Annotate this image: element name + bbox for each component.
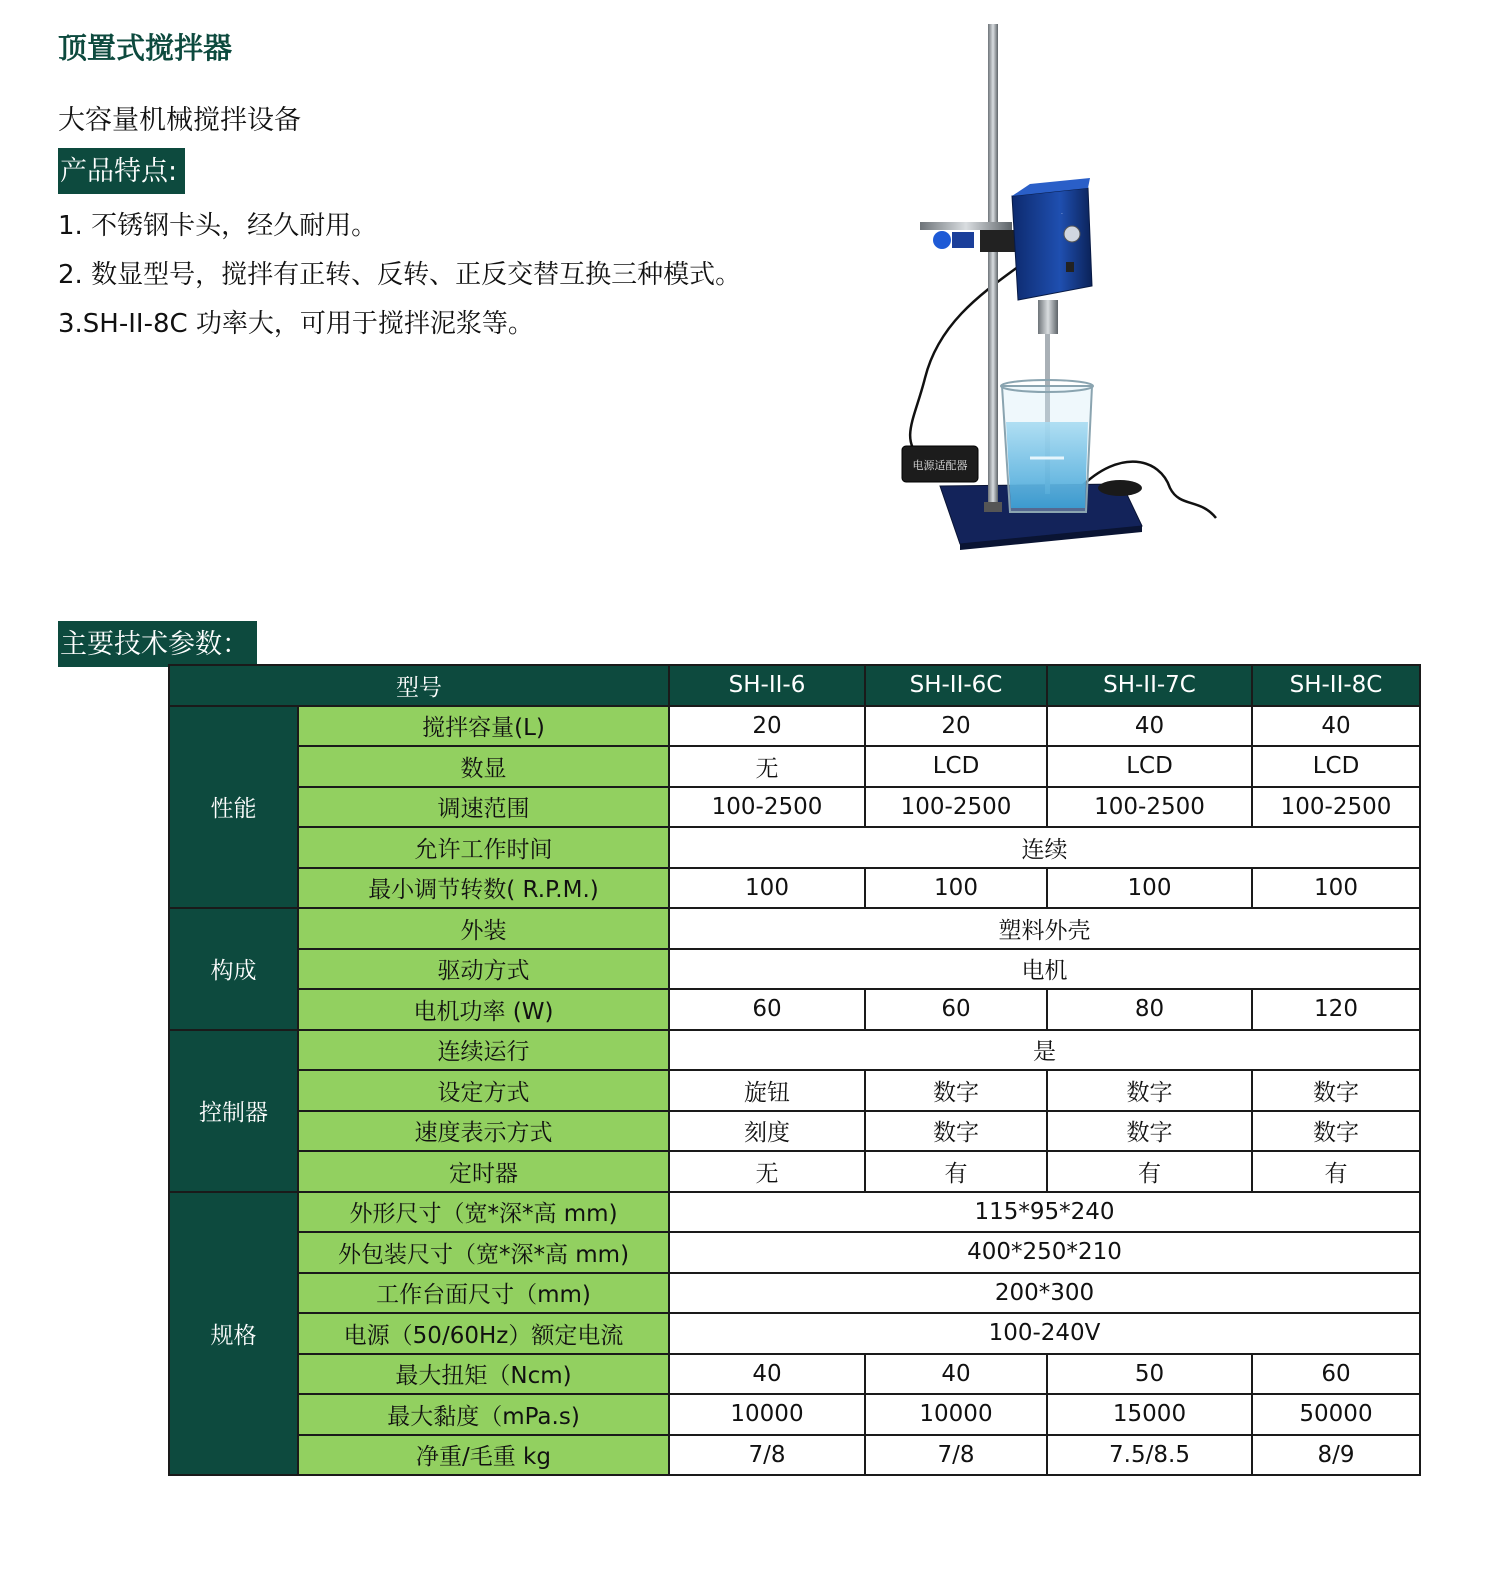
value-cell: 20 (865, 706, 1047, 747)
table-row (169, 746, 1420, 787)
table-row (169, 1192, 1420, 1233)
svg-text:.: . (1061, 209, 1063, 216)
table-header-row (169, 665, 1420, 706)
table-row (169, 868, 1420, 909)
table-row (169, 1313, 1420, 1354)
table-row (169, 908, 1420, 949)
value-cell: 60 (1252, 1354, 1420, 1395)
value-cell: 10000 (865, 1394, 1047, 1435)
param-cell: 定时器 (298, 1151, 669, 1192)
value-cell: 100-2500 (669, 787, 865, 828)
value-cell: 无 (669, 1151, 865, 1192)
model-label-cell: 型号 (169, 665, 669, 706)
value-cell: 数字 (1252, 1111, 1420, 1152)
value-cell: 数字 (1047, 1070, 1252, 1111)
value-cell: 旋钮 (669, 1070, 865, 1111)
param-cell: 电机功率 (W) (298, 989, 669, 1030)
page-subtitle: 大容量机械搅拌设备 (58, 105, 301, 136)
value-cell: 50000 (1252, 1394, 1420, 1435)
group-cell: 控制器 (169, 1030, 298, 1192)
value-cell: LCD (865, 746, 1047, 787)
page-title: 顶置式搅拌器 (58, 31, 233, 65)
feature-list (58, 202, 741, 349)
merged-value-cell: 200*300 (669, 1273, 1420, 1314)
value-cell: 80 (1047, 989, 1252, 1030)
group-cell: 规格 (169, 1192, 298, 1476)
table-row (169, 1151, 1420, 1192)
param-cell: 速度表示方式 (298, 1111, 669, 1152)
param-cell: 电源（50/60Hz）额定电流 (298, 1313, 669, 1354)
value-cell: 20 (669, 706, 865, 747)
value-cell: 40 (865, 1354, 1047, 1395)
value-cell: 有 (1047, 1151, 1252, 1192)
param-cell: 调速范围 (298, 787, 669, 828)
specs-heading: 主要技术参数： (58, 621, 257, 667)
model-header-cell: SH-II-6C (865, 665, 1047, 706)
model-header-cell: SH-II-6 (669, 665, 865, 706)
value-cell: 120 (1252, 989, 1420, 1030)
table-row (169, 949, 1420, 990)
param-cell: 最大黏度（mPa.s) (298, 1394, 669, 1435)
param-cell: 最小调节转数( R.P.M.) (298, 868, 669, 909)
param-cell: 数显 (298, 746, 669, 787)
group-cell: 性能 (169, 706, 298, 909)
value-cell: 7/8 (865, 1435, 1047, 1476)
value-cell: 数字 (1252, 1070, 1420, 1111)
param-cell: 设定方式 (298, 1070, 669, 1111)
value-cell: 100 (669, 868, 865, 909)
value-cell: LCD (1047, 746, 1252, 787)
value-cell: 数字 (865, 1070, 1047, 1111)
value-cell: 7/8 (669, 1435, 865, 1476)
param-cell: 外装 (298, 908, 669, 949)
value-cell: 100 (865, 868, 1047, 909)
param-cell: 净重/毛重 kg (298, 1435, 669, 1476)
value-cell: 40 (669, 1354, 865, 1395)
feature-item-2: 2. 数显型号，搅拌有正转、反转、正反交替互换三种模式。 (58, 260, 742, 290)
table-row (169, 1070, 1420, 1111)
value-cell: 60 (669, 989, 865, 1030)
value-cell: 8/9 (1252, 1435, 1420, 1476)
feature-item-1: 1. 不锈钢卡头，经久耐用。 (58, 211, 378, 241)
value-cell: 100-2500 (865, 787, 1047, 828)
merged-value-cell: 115*95*240 (669, 1192, 1420, 1233)
group-cell: 构成 (169, 908, 298, 1030)
value-cell: 50 (1047, 1354, 1252, 1395)
spec-table (168, 664, 1421, 1476)
param-cell: 外包装尺寸（宽*深*高 mm) (298, 1232, 669, 1273)
value-cell: 有 (865, 1151, 1047, 1192)
table-row (169, 989, 1420, 1030)
value-cell: 15000 (1047, 1394, 1252, 1435)
value-cell: 数字 (865, 1111, 1047, 1152)
value-cell: 有 (1252, 1151, 1420, 1192)
value-cell: 100 (1252, 868, 1420, 909)
value-cell: 40 (1252, 706, 1420, 747)
value-cell: 数字 (1047, 1111, 1252, 1152)
value-cell: 40 (1047, 706, 1252, 747)
table-row (169, 1232, 1420, 1273)
merged-value-cell: 塑料外壳 (669, 908, 1420, 949)
merged-value-cell: 400*250*210 (669, 1232, 1420, 1273)
value-cell: 10000 (669, 1394, 865, 1435)
table-row (169, 706, 1420, 747)
param-cell: 允许工作时间 (298, 827, 669, 868)
param-cell: 搅拌容量(L) (298, 706, 669, 747)
value-cell: 60 (865, 989, 1047, 1030)
value-cell: 7.5/8.5 (1047, 1435, 1252, 1476)
table-row (169, 1354, 1420, 1395)
merged-value-cell: 连续 (669, 827, 1420, 868)
table-row (169, 787, 1420, 828)
table-row (169, 1435, 1420, 1476)
table-row (169, 827, 1420, 868)
value-cell: 100 (1047, 868, 1252, 909)
value-cell: 无 (669, 746, 865, 787)
value-cell: LCD (1252, 746, 1420, 787)
power-adapter-label: 电源适配器 (912, 459, 968, 472)
model-header-cell: SH-II-8C (1252, 665, 1420, 706)
merged-value-cell: 电机 (669, 949, 1420, 990)
value-cell: 100-2500 (1252, 787, 1420, 828)
table-row (169, 1394, 1420, 1435)
feature-item-3: 3.SH-II-8C 功率大，可用于搅拌泥浆等。 (58, 309, 534, 339)
param-cell: 驱动方式 (298, 949, 669, 990)
model-header-cell: SH-II-7C (1047, 665, 1252, 706)
table-row (169, 1273, 1420, 1314)
param-cell: 最大扭矩（Ncm) (298, 1354, 669, 1395)
product-image-overhead-stirrer (880, 18, 1300, 558)
param-cell: 外形尺寸（宽*深*高 mm) (298, 1192, 669, 1233)
table-row (169, 1111, 1420, 1152)
table-row (169, 1030, 1420, 1071)
merged-value-cell: 100-240V (669, 1313, 1420, 1354)
param-cell: 工作台面尺寸（mm) (298, 1273, 669, 1314)
param-cell: 连续运行 (298, 1030, 669, 1071)
value-cell: 刻度 (669, 1111, 865, 1152)
value-cell: 100-2500 (1047, 787, 1252, 828)
merged-value-cell: 是 (669, 1030, 1420, 1071)
features-heading: 产品特点: (58, 148, 185, 194)
